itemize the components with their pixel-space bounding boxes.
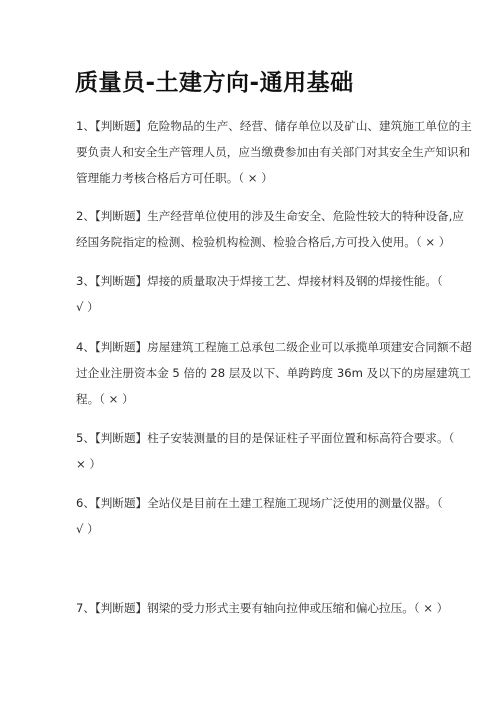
question-line: √ ） (76, 522, 99, 536)
question-line: 7、【判断题】钢梁的受力形式主要有轴向拉伸或压缩和偏心拉压。（ × ） (76, 601, 449, 615)
document-title: 质量员-土建方向-通用基础 (75, 70, 354, 96)
question-4 (76, 334, 472, 412)
question-5 (76, 425, 455, 477)
question-line: 1、【判断题】危险物品的生产、经营、储存单位以及矿山、建筑施工单位的主 (76, 119, 472, 133)
question-1 (76, 113, 472, 191)
question-line: 4、【判断题】房屋建筑工程施工总承包二级企业可以承揽单项建安合同额不超 (76, 340, 472, 354)
question-6 (76, 490, 443, 542)
question-line: 经国务院指定的检测、检验机构检测、检验合格后,方可投入使用。（ × ） (76, 235, 451, 249)
question-line: 程。（ × ） (76, 392, 134, 406)
question-line: 要负责人和安全生产管理人员，应当缴费参加由有关部门对其安全生产知识和 (76, 145, 471, 159)
question-line: √ ） (76, 300, 99, 314)
question-line: × ） (76, 457, 101, 471)
question-line: 6、【判断题】全站仪是目前在土建工程施工现场广泛使用的测量仪器。（ (76, 496, 443, 510)
question-line: 3、【判断题】焊接的质量取决于焊接工艺、焊接材料及钢的焊接性能。（ (76, 274, 443, 288)
question-line: 2、【判断题】生产经营单位使用的涉及生命安全、危险性较大的特种设备,应 (76, 209, 464, 223)
question-line: 过企业注册资本金 5 倍的 28 层及以下、单跨跨度 36m 及以下的房屋建筑工 (76, 366, 471, 380)
question-2 (76, 203, 464, 255)
question-7 (76, 595, 449, 621)
question-line: 管理能力考核合格后方可任职。（ × ） (76, 171, 273, 185)
question-line: 5、【判断题】柱子安装测量的目的是保证柱子平面位置和标高符合要求。（ (76, 431, 455, 445)
question-3 (76, 268, 443, 320)
